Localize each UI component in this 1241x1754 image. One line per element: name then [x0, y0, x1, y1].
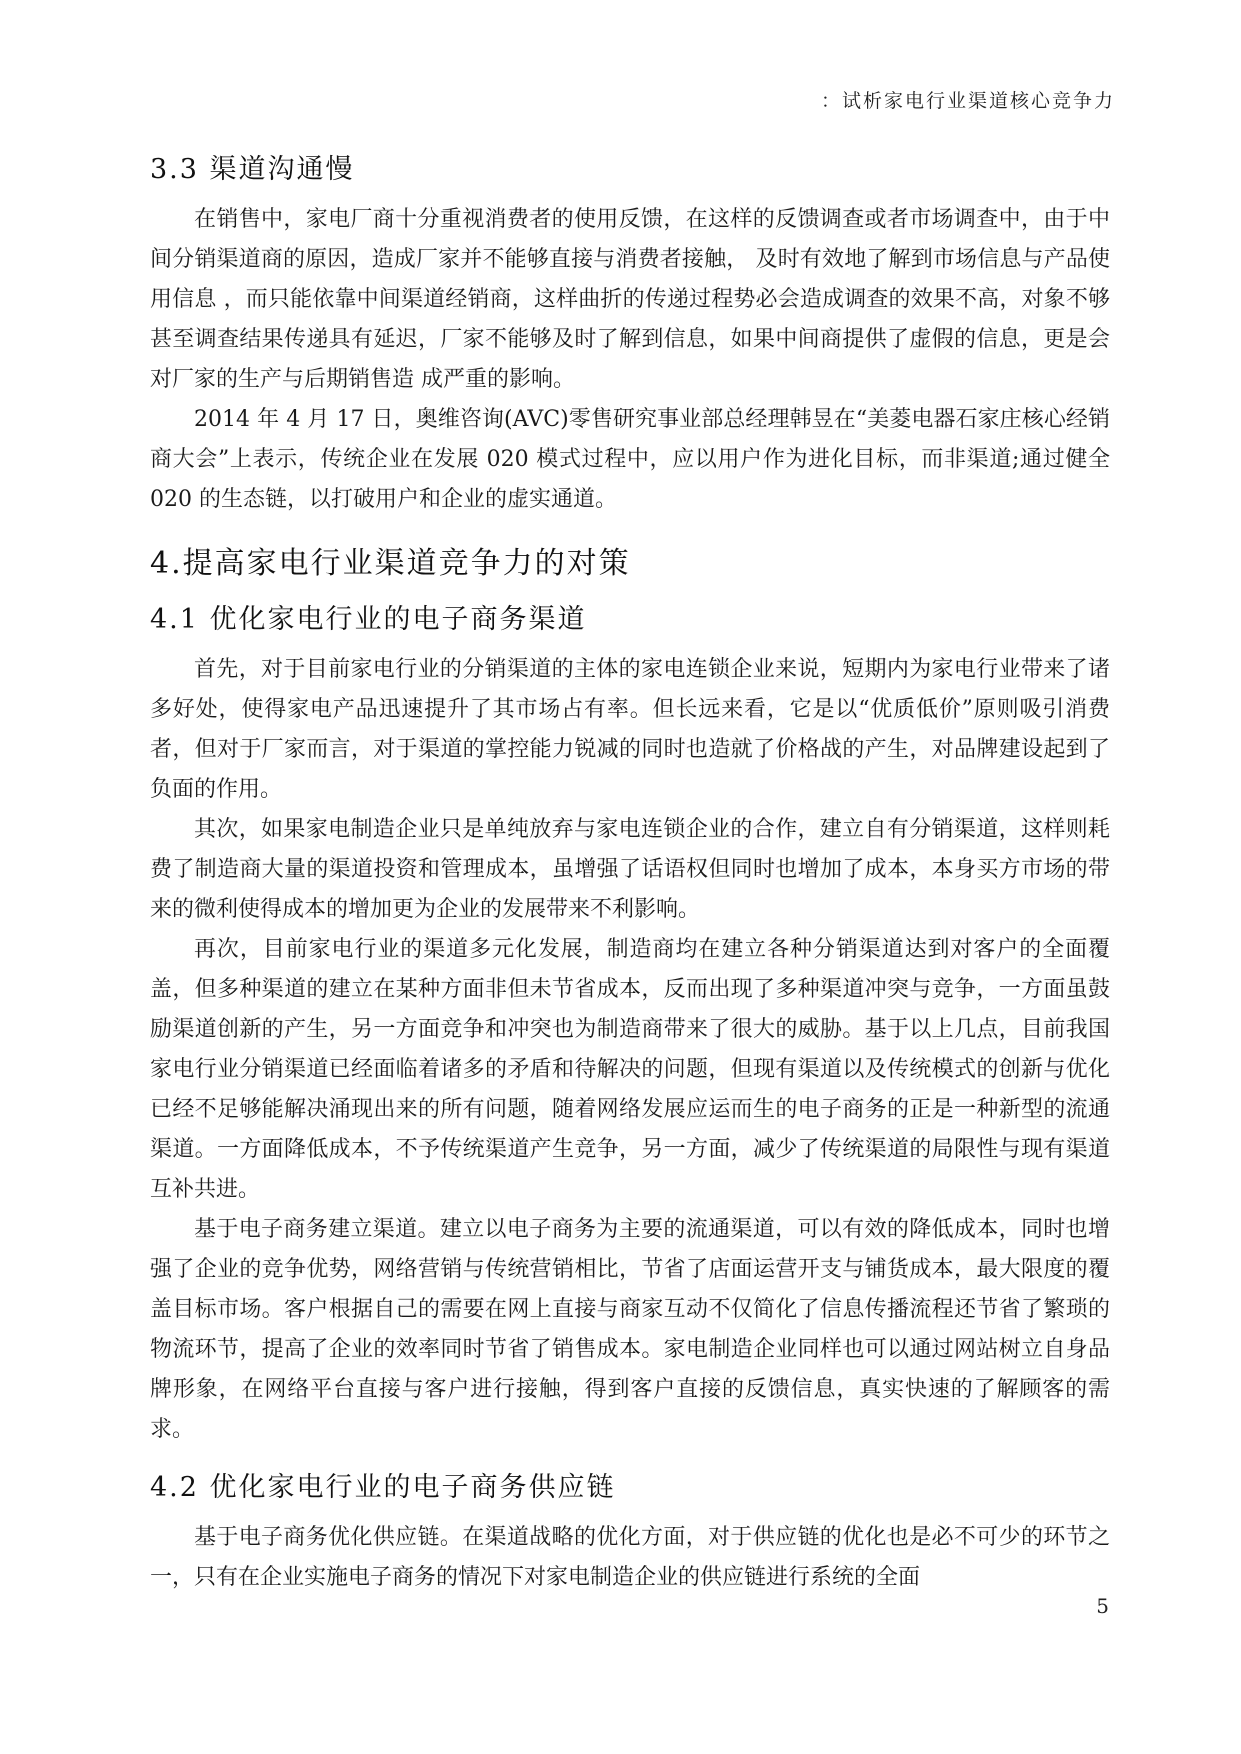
page-body [150, 150, 1110, 1598]
paragraph: 其次，如果家电制造企业只是单纯放弃与家电连锁企业的合作，建立自有分销渠道，这样则耗费了制造商大量的渠道投资和管理成本，虽增强了话语权但同时也增加了成本，本身买方市场的带来的微利使得成本的增加更为企业的发展带来不利影响。 [150, 817, 1110, 922]
paragraph: 基于电子商务优化供应链。在渠道战略的优化方面，对于供应链的优化也是必不可少的环节之一，只有在企业实施电子商务的情况下对家电制造企业的供应链进行系统的全面 [150, 1525, 1110, 1590]
chapter-heading-4: 4.提高家电行业渠道竞争力的对策 [150, 546, 631, 581]
section-heading-4-1: 4.1 优化家电行业的电子商务渠道 [150, 604, 587, 635]
paragraph: 首先，对于目前家电行业的分销渠道的主体的家电连锁企业来说，短期内为家电行业带来了诸多好处，使得家电产品迅速提升了其市场占有率。但长远来看，它是以“优质低价”原则吸引消费者，但对于厂家而言，对于渠道的掌控能力锐减的同时也造就了价格战的产生，对品牌建设起到了负面的作用。 [150, 657, 1110, 802]
section-heading-4-2: 4.2 优化家电行业的电子商务供应链 [150, 1472, 616, 1503]
page-number: 5 [1096, 1594, 1109, 1618]
paragraph: 2014 年 4 月 17 日，奥维咨询(AVC)零售研究事业部总经理韩昱在“美菱电器石家庄核心经销商大会”上表示，传统企业在发展 020 模式过程中，应以用户作为进化目标，而非渠道;通过健全 020 的生态链，以打破用户和企业的虚实通道。 [150, 407, 1110, 512]
paragraph: 基于电子商务建立渠道。建立以电子商务为主要的流通渠道，可以有效的降低成本，同时也增强了企业的竞争优势，网络营销与传统营销相比，节省了店面运营开支与铺货成本，最大限度的覆盖目标市场。客户根据自己的需要在网上直接与商家互动不仅简化了信息传播流程还节省了繁琐的物流环节，提高了企业的效率同时节省了销售成本。家电制造企业同样也可以通过网站树立自身品牌形象，在网络平台直接与客户进行接触，得到客户直接的反馈信息，真实快速的了解顾客的需求。 [150, 1217, 1110, 1442]
section-heading-3-3: 3.3 渠道沟通慢 [150, 154, 355, 185]
paragraph: 在销售中，家电厂商十分重视消费者的使用反馈，在这样的反馈调查或者市场调查中，由于中间分销渠道商的原因，造成厂家并不能够直接与消费者接触， 及时有效地了解到市场信息与产品使用信息 ，而只能依靠中间渠道经销商，这样曲折的传递过程势必会造成调查的效果不高，对象不够甚至调查结果传递具有延迟，厂家不能够及时了解到信息，如果中间商提供了虚假的信息，更是会对厂家的生产与后期销售造 成严重的影响。 [150, 207, 1110, 392]
paragraph: 再次，目前家电行业的渠道多元化发展，制造商均在建立各种分销渠道达到对客户的全面覆盖，但多种渠道的建立在某种方面非但未节省成本，反而出现了多种渠道冲突与竞争，一方面虽鼓励渠道创新的产生，另一方面竞争和冲突也为制造商带来了很大的威胁。基于以上几点，目前我国家电行业分销渠道已经面临着诸多的矛盾和待解决的问题，但现有渠道以及传统模式的创新与优化已经不足够能解决涌现出来的所有问题，随着网络发展应运而生的电子商务的正是一种新型的流通渠道。一方面降低成本，不予传统渠道产生竞争，另一方面，减少了传统渠道的局限性与现有渠道互补共进。 [150, 937, 1110, 1202]
running-header: ：试析家电行业渠道核心竞争力 [820, 90, 1115, 112]
